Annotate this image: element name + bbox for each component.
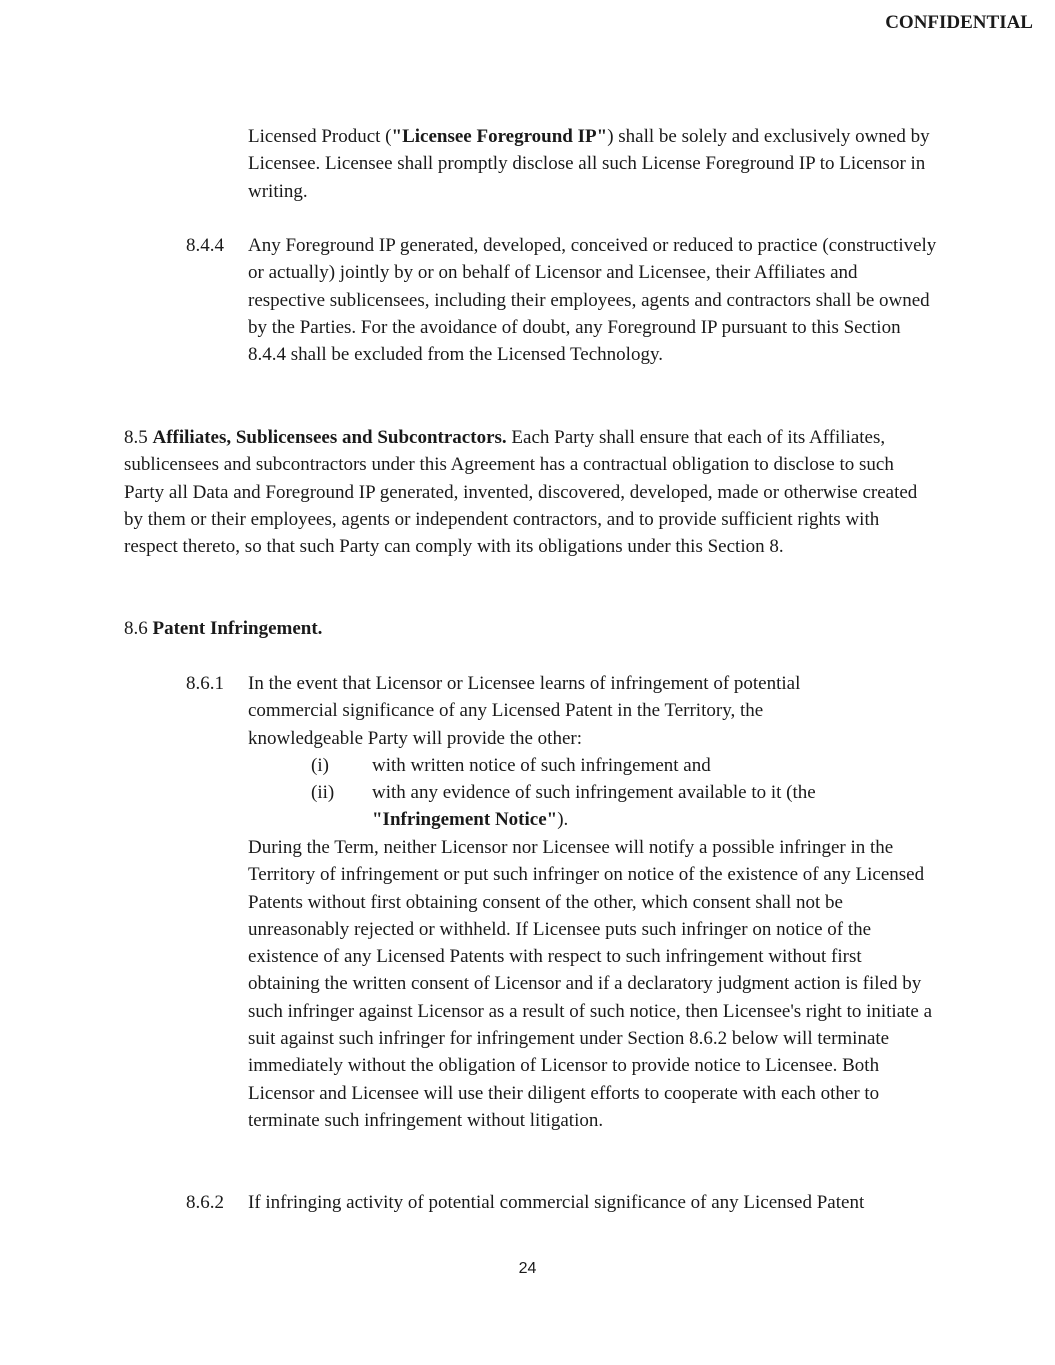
section-8-6-1-intro: In the event that Licensor or Licensee learns of infringement of potential commercial significance of any Licensed Patent in the Territory, the knowledgeable Party will provide the other: <box>248 673 801 749</box>
section-8-5-text: Each Party shall ensure that each of its Affiliates, sublicensees and subcontractors under this Agreement has a contractual obligation to disclose to such Party all Data and Foreground IP generated, invented, discovered, developed, made or otherwise created by them or their employees, agents or independent contractors, and to provide sufficient rights with respect thereto, so that such Party can comply with its obligations under this Section 8. <box>124 427 918 558</box>
section-8-6-2-text: If infringing activity of potential commercial significance of any Licensed Patent <box>248 1192 865 1213</box>
section-8-5-number: 8.5 <box>124 427 148 448</box>
item-ii-text-1: with any evidence of such infringement available to it (the <box>372 782 816 803</box>
cont-text-2: ) shall be solely and exclusively owned by Licensee. Licensee shall promptly disclose all such License Foreground IP to Licensor in writing. <box>248 126 930 202</box>
section-8-6-heading <box>124 615 524 642</box>
confidential-label: CONFIDENTIAL <box>885 12 1033 33</box>
section-8-6-number: 8.6 <box>124 618 148 639</box>
section-8-4-3-continuation <box>248 123 938 205</box>
section-8-4-4-number: 8.4.4 <box>186 235 224 256</box>
defined-term-infringement-notice: "Infringement Notice" <box>372 809 558 831</box>
section-8-6-1-paragraph: During the Term, neither Licensor nor Licensee will notify a possible infringer in the Territory of infringement or put such infringer on notice of the existence of any Licensed Patents without first obtaining consent of the other, which consent shall not be unreasonably rejected or withheld. If Licensee puts such infringer on notice of the existence of any Licensed Patents with respect to such infringement without first obtaining the written consent of Licensor and if a declaratory judgment action is filed by such infringer against Licensor as a result of such notice, then Licensee's right to initiate a suit against such infringer for infringement under Section 8.6.2 below will terminate immediately without the obligation of Licensor to provide notice to Licensee. Both Licensor and Licensee will use their diligent efforts to cooperate with each other to terminate such infringement without litigation. <box>248 837 933 1131</box>
item-i-number: (i) <box>311 755 329 776</box>
section-8-4-4-text: Any Foreground IP generated, developed, conceived or reduced to practice (constructively or actually) jointly by or on behalf of Licensor and Licensee, their Affiliates and respective sublicensees, including their employees, agents and contractors shall be owned by the Parties. For the avoidance of doubt, any Foreground IP pursuant to this Section 8.4.4 shall be excluded from the Licensed Technology. <box>248 235 937 366</box>
defined-term-licensee-foreground-ip: "Licensee Foreground IP" <box>391 126 608 147</box>
section-8-6-2-number: 8.6.2 <box>186 1192 224 1213</box>
page-number: 24 <box>518 1260 537 1277</box>
section-8-6-1-number: 8.6.1 <box>186 673 224 694</box>
item-ii-text-2: ). <box>557 809 569 831</box>
section-8-5 <box>124 424 936 560</box>
section-8-6-title: Patent Infringement. <box>152 618 323 639</box>
item-ii-number: (ii) <box>311 782 335 803</box>
item-ii-text <box>372 779 872 834</box>
item-i-text: with written notice of such infringement and <box>372 755 711 776</box>
cont-text-1: Licensed Product ( <box>248 126 392 147</box>
section-8-5-title: Affiliates, Sublicensees and Subcontractors. <box>152 427 507 448</box>
